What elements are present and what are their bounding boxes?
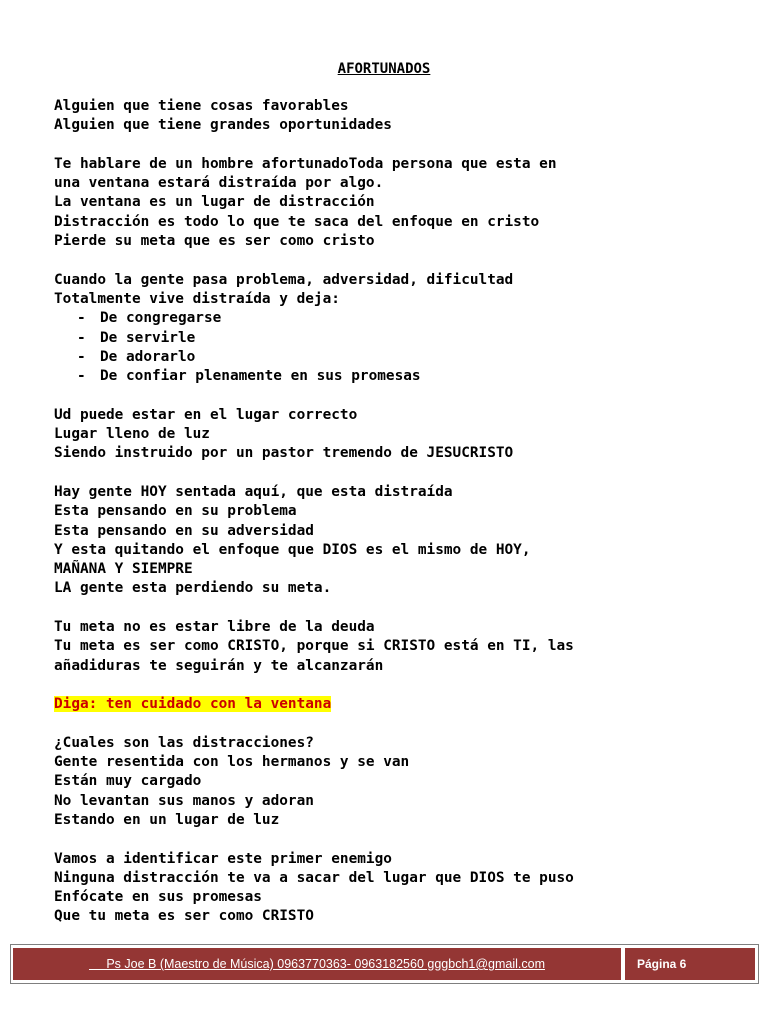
list-item: [54, 329, 754, 348]
text-line: añadiduras te seguirán y te alcanzarán: [54, 657, 384, 674]
paragraph: [54, 155, 754, 251]
text-line: Pierde su meta que es ser como cristo: [54, 233, 375, 250]
text-line: una ventana estará distraída por algo.: [54, 175, 384, 192]
author-contact-link[interactable]: Ps Joe B (Maestro de Música) 0963770363- 0963182560 gggbch1@gmail.com: [88, 957, 545, 971]
text-line: Distracción es todo lo que te saca del enfoque en cristo: [54, 213, 540, 230]
text-line: Te hablare de un hombre afortunadoToda persona que esta en: [54, 155, 557, 172]
text-line: Que tu meta es ser como CRISTO: [54, 908, 314, 925]
text-line: Hay gente HOY sentada aquí, que esta distraída: [54, 483, 453, 500]
document-body: [54, 97, 754, 927]
paragraph-gap: [54, 251, 754, 270]
text-line: Siendo instruido por un pastor tremendo de JESUCRISTO: [54, 445, 514, 462]
paragraph-gap: [54, 464, 754, 483]
page-footer: [10, 944, 759, 984]
dash-bullet-icon: -: [77, 329, 86, 346]
list-item-text: De congregarse: [100, 310, 222, 327]
paragraph-gap: [54, 136, 754, 155]
text-line: Enfócate en sus promesas: [54, 889, 262, 906]
paragraph: [54, 483, 754, 599]
text-line: ¿Cuales son las distracciones?: [54, 734, 314, 751]
list-item-text: De confiar plenamente en sus promesas: [100, 368, 421, 385]
text-line: Esta pensando en su adversidad: [54, 522, 314, 539]
bullet-list: [54, 309, 754, 386]
list-item-text: De servirle: [100, 329, 196, 346]
text-line: Gente resentida con los hermanos y se van: [54, 754, 410, 771]
list-item: [54, 309, 754, 328]
text-line: Totalmente vive distraída y deja:: [54, 290, 340, 307]
paragraph-gap: [54, 830, 754, 849]
text-line: MAÑANA Y SIEMPRE: [54, 561, 193, 578]
dash-bullet-icon: -: [77, 368, 86, 385]
list-item: [54, 348, 754, 367]
paragraph: [54, 271, 754, 387]
paragraph-gap: [54, 715, 754, 734]
list-item: [54, 367, 754, 386]
paragraph: [54, 734, 754, 830]
paragraph: [54, 97, 754, 136]
text-line: Están muy cargado: [54, 773, 202, 790]
text-line: Cuando la gente pasa problema, adversidad, dificultad: [54, 271, 514, 288]
paragraph: [54, 406, 754, 464]
text-line: Estando en un lugar de luz: [54, 811, 280, 828]
paragraph: [54, 850, 754, 927]
text-line: Tu meta no es estar libre de la deuda: [54, 619, 375, 636]
text-line: Alguien que tiene grandes oportunidades: [54, 117, 392, 134]
text-line: Lugar lleno de luz: [54, 426, 210, 443]
text-line: La ventana es un lugar de distracción: [54, 194, 375, 211]
footer-page-box: [625, 948, 755, 980]
text-line: Alguien que tiene cosas favorables: [54, 98, 349, 114]
text-line: No levantan sus manos y adoran: [54, 792, 314, 809]
paragraph-gap: [54, 599, 754, 618]
paragraph-gap: [54, 386, 754, 405]
document-title: AFORTUNADOS: [337, 61, 431, 77]
text-line: Ud puede estar en el lugar correcto: [54, 406, 358, 423]
text-line: Ninguna distracción te va a sacar del lugar que DIOS te puso: [54, 869, 574, 886]
paragraph-gap: [54, 676, 754, 695]
highlighted-line: [54, 695, 754, 714]
dash-bullet-icon: -: [77, 310, 86, 327]
footer-contact-box: [13, 948, 621, 980]
text-line: LA gente esta perdiendo su meta.: [54, 580, 332, 597]
dash-bullet-icon: -: [77, 348, 86, 365]
text-line: Y esta quitando el enfoque que DIOS es el mismo de HOY,: [54, 541, 531, 558]
text-line: Vamos a identificar este primer enemigo: [54, 850, 392, 867]
list-item-text: De adorarlo: [100, 348, 196, 365]
page-number: Página 6: [637, 957, 687, 971]
highlighted-text: Diga: ten cuidado con la ventana: [54, 696, 332, 713]
text-line: Tu meta es ser como CRISTO, porque si CRISTO está en TI, las: [54, 638, 574, 655]
paragraph: [54, 618, 754, 676]
text-line: Esta pensando en su problema: [54, 503, 297, 520]
